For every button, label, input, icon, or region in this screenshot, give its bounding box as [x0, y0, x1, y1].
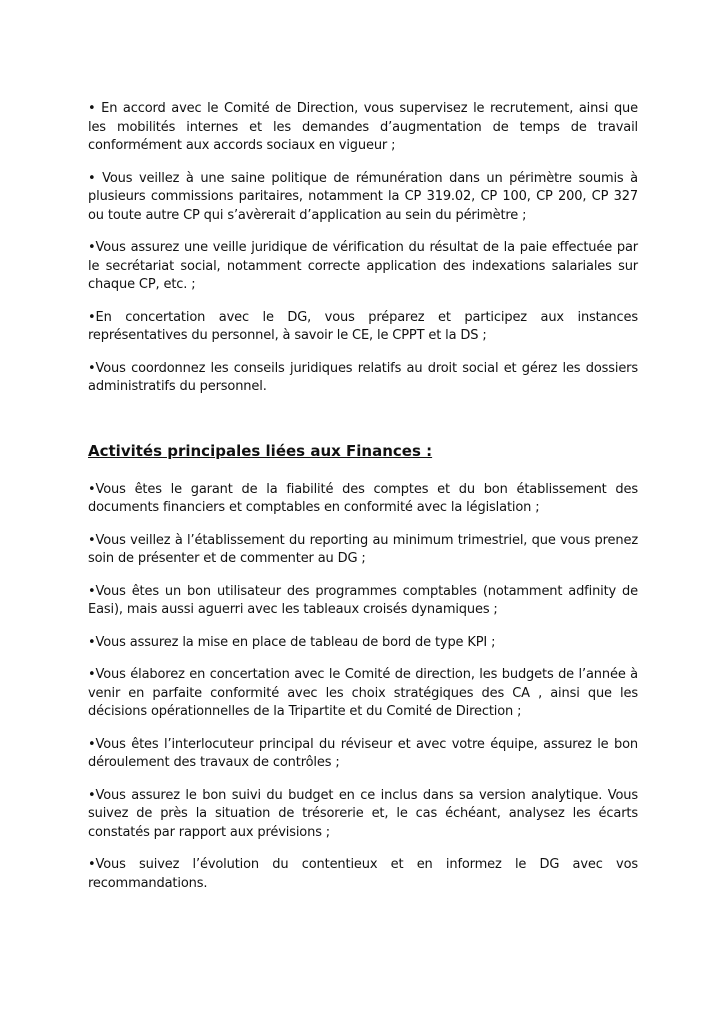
finance-item-accounts: •Vous êtes le garant de la fiabilité des comptes et du bon établissement des documents financiers et comptables en conformité avec la législation ; [88, 481, 638, 515]
finance-item-budgets: •Vous élaborez en concertation avec le Comité de direction, les budgets de l’année à venir en parfaite conformité avec les choix stratégiques des CA , ainsi que les décisions opérationnelles de la Tripartite et du Comité de Direction ; [88, 667, 638, 719]
rh-item-payroll-check: •Vous assurez une veille juridique de vérification du résultat de la paie effectuée par le secrétariat social, notamment correcte application des indexations salariales sur chaque CP, etc. ; [88, 240, 638, 292]
finance-item-kpi: •Vous assurez la mise en place de tableau de bord de type KPI ; [88, 634, 496, 650]
finance-section-heading: Activités principales liées aux Finances : [88, 441, 433, 460]
rh-activities-list [88, 100, 638, 397]
rh-item-remuneration: • Vous veillez à une saine politique de rémunération dans un périmètre soumis à plusieurs commissions paritaires, notamment la CP 319.02, CP 100, CP 200, CP 327 ou toute autre CP qui s’avèrerait d’application au sein du périmètre ; [88, 170, 638, 223]
finance-item-budget-followup: •Vous assurez le bon suivi du budget en ce inclus dans sa version analytique. Vous suivez de près la situation de trésorerie et, le cas échéant, analysez les écarts constatés par rapport aux prévisions ; [88, 787, 638, 840]
rh-item-legal-advice: •Vous coordonnez les conseils juridiques relatifs au droit social et gérez les dossiers administratifs du personnel. [88, 360, 638, 394]
finance-activities-list [88, 481, 638, 894]
document-page [88, 100, 638, 907]
finance-item-reporting: •Vous veillez à l’établissement du reporting au minimum trimestriel, que vous prenez soin de présenter et de commenter au DG ; [88, 532, 638, 566]
rh-item-staff-bodies: •En concertation avec le DG, vous préparez et participez aux instances représentatives du personnel, à savoir le CE, le CPPT et la DS ; [88, 309, 638, 343]
rh-item-recruitment: • En accord avec le Comité de Direction, vous supervisez le recrutement, ainsi que les mobilités internes et les demandes d’augmentation de temps de travail conformément aux accords sociaux en vigueur ; [88, 101, 638, 153]
finance-item-software: •Vous êtes un bon utilisateur des programmes comptables (notamment adfinity de Easi), mais aussi aguerri avec les tableaux croisés dynamiques ; [88, 583, 638, 617]
finance-item-litigation: •Vous suivez l’évolution du contentieux et en informez le DG avec vos recommandations. [88, 857, 638, 891]
finance-item-auditor: •Vous êtes l’interlocuteur principal du réviseur et avec votre équipe, assurez le bon déroulement des travaux de contrôles ; [88, 736, 638, 770]
